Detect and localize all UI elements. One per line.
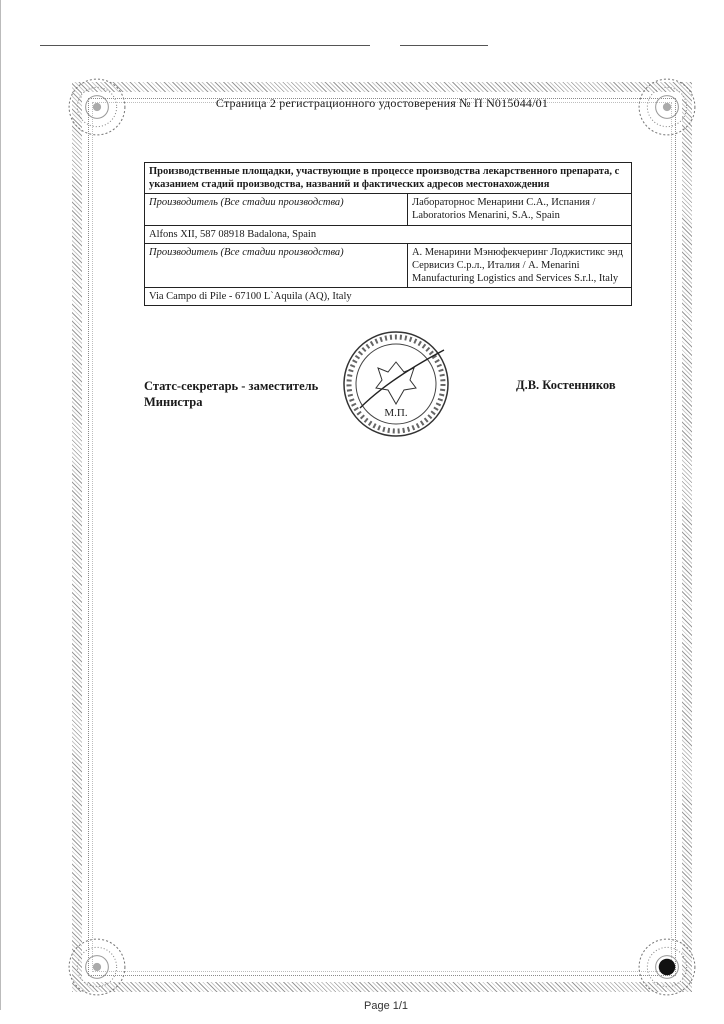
table-title: Производственные площадки, участвующие в процессе производства лекарственного препарата, с указанием стадий производства, названий и фактических адресов местонахождения <box>145 163 632 194</box>
manufacturer-cell: А. Менарини Мэнюфекчеринг Лоджистикс энд Сервисиз С.р.л., Италия / A. Menarini Manufacturing Logistics and Services S.r.l., Italy <box>407 243 631 287</box>
rosette-ornament-icon <box>66 936 128 998</box>
table-row <box>145 194 632 225</box>
official-seal-icon <box>340 328 452 440</box>
rosette-ornament-icon <box>636 936 698 998</box>
signer-title: Статс-секретарь - заместитель Министра <box>144 379 319 410</box>
production-sites-table <box>144 162 632 306</box>
table-row <box>145 243 632 287</box>
table-row <box>145 288 632 306</box>
table-row <box>145 225 632 243</box>
stage-cell: Производитель (Все стадии производства) <box>145 243 408 287</box>
address-cell: Via Campo di Pile - 67100 L`Aquila (AQ), Italy <box>145 288 632 306</box>
page-edge <box>0 0 1 1010</box>
signer-name: Д.В. Костенников <box>516 378 616 392</box>
certificate-page <box>72 82 692 992</box>
seal-label: М.П. <box>384 407 408 419</box>
page-header: Страница 2 регистрационного удостоверения № П N015044/01 <box>215 96 549 110</box>
manufacturer-cell: Лабораторнос Менарини С.А., Испания / Laboratorios Menarini, S.A., Spain <box>407 194 631 225</box>
scan-rule <box>40 45 370 46</box>
page-footer: Page 1/1 <box>364 1000 409 1012</box>
stage-cell: Производитель (Все стадии производства) <box>145 194 408 225</box>
address-cell: Alfons XII, 587 08918 Badalona, Spain <box>145 225 632 243</box>
scan-rule <box>400 45 488 46</box>
table-row <box>145 163 632 194</box>
